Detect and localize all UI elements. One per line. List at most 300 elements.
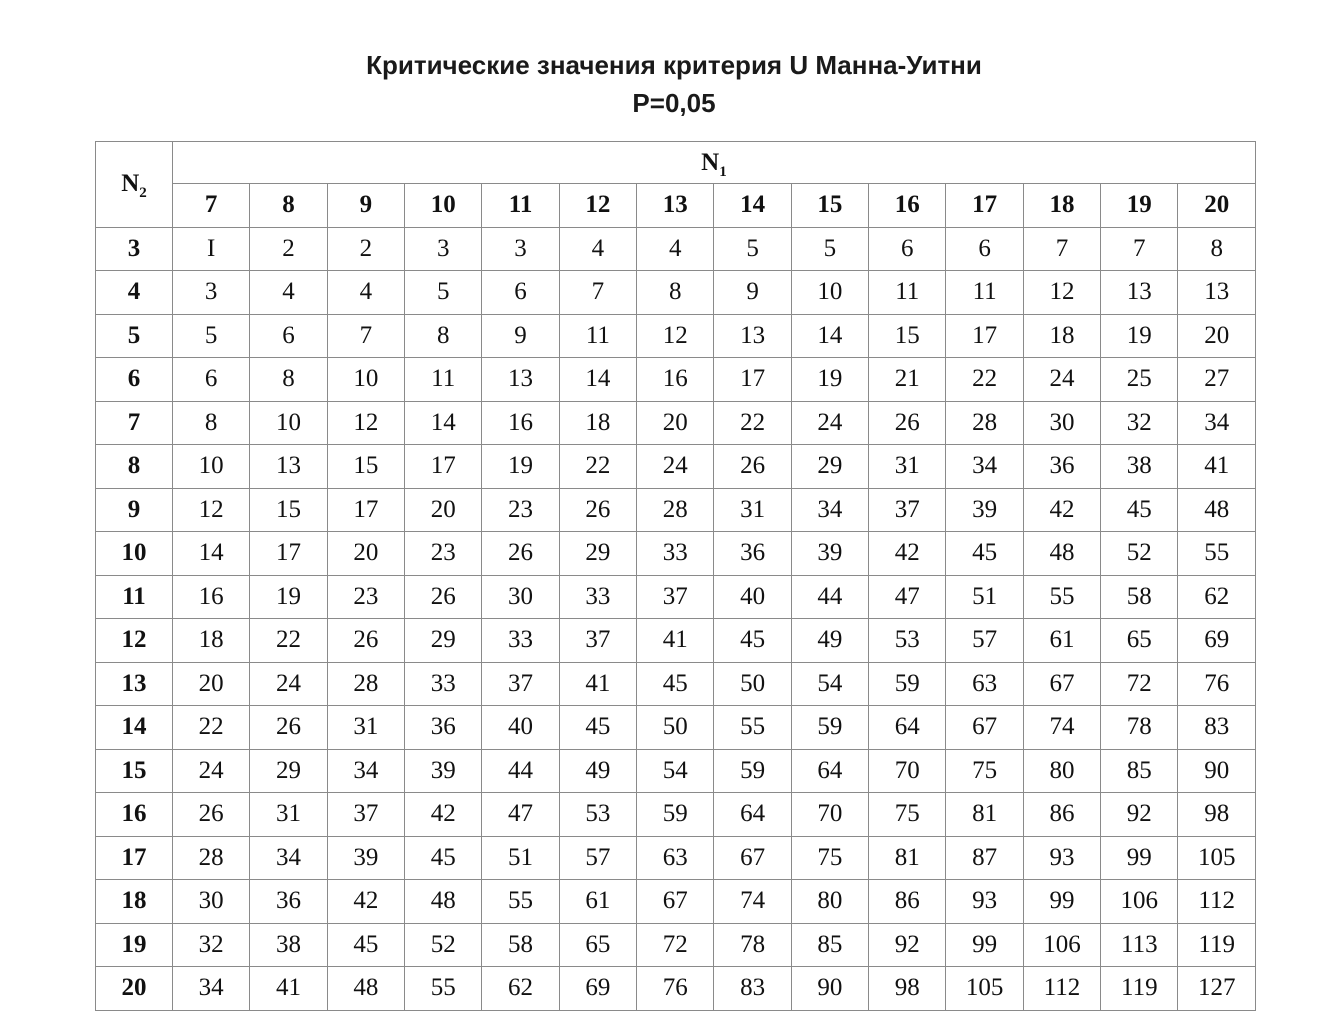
table-cell: 99 bbox=[1101, 836, 1178, 880]
table-cell: 83 bbox=[1178, 706, 1255, 750]
table-cell: 41 bbox=[637, 619, 714, 663]
table-cell: 63 bbox=[637, 836, 714, 880]
table-cell: 99 bbox=[1023, 880, 1100, 924]
table-cell: 23 bbox=[482, 488, 559, 532]
row-header-n2: 7 bbox=[96, 401, 173, 445]
table-cell: 42 bbox=[1023, 488, 1100, 532]
row-header-n2: 12 bbox=[96, 619, 173, 663]
column-header-n1-14: 14 bbox=[714, 184, 791, 228]
column-header-n1-19: 19 bbox=[1101, 184, 1178, 228]
table-cell: I bbox=[173, 227, 250, 271]
table-cell: 42 bbox=[405, 793, 482, 837]
page-subtitle: P=0,05 bbox=[632, 88, 716, 118]
table-cell: 64 bbox=[869, 706, 946, 750]
table-cell: 6 bbox=[250, 314, 327, 358]
row-header-n2: 3 bbox=[96, 227, 173, 271]
table-cell: 34 bbox=[791, 488, 868, 532]
table-cell: 25 bbox=[1101, 358, 1178, 402]
table-cell: 38 bbox=[1101, 445, 1178, 489]
table-cell: 4 bbox=[327, 271, 404, 315]
table-cell: 7 bbox=[327, 314, 404, 358]
table-cell: 31 bbox=[327, 706, 404, 750]
table-cell: 31 bbox=[869, 445, 946, 489]
table-cell: 30 bbox=[1023, 401, 1100, 445]
table-cell: 86 bbox=[869, 880, 946, 924]
table-cell: 19 bbox=[1101, 314, 1178, 358]
table-cell: 30 bbox=[173, 880, 250, 924]
table-cell: 45 bbox=[559, 706, 636, 750]
table-cell: 98 bbox=[869, 967, 946, 1011]
table-cell: 17 bbox=[250, 532, 327, 576]
table-body bbox=[96, 227, 1256, 1010]
table-cell: 14 bbox=[791, 314, 868, 358]
row-header-n2: 6 bbox=[96, 358, 173, 402]
table-cell: 55 bbox=[482, 880, 559, 924]
table-cell: 24 bbox=[637, 445, 714, 489]
table-row bbox=[96, 706, 1256, 750]
table-cell: 42 bbox=[869, 532, 946, 576]
table-cell: 8 bbox=[250, 358, 327, 402]
table-cell: 93 bbox=[946, 880, 1023, 924]
table-cell: 70 bbox=[791, 793, 868, 837]
table-cell: 22 bbox=[250, 619, 327, 663]
table-cell: 33 bbox=[559, 575, 636, 619]
table-cell: 8 bbox=[1178, 227, 1255, 271]
table-cell: 30 bbox=[482, 575, 559, 619]
table-cell: 23 bbox=[405, 532, 482, 576]
table-cell: 54 bbox=[637, 749, 714, 793]
table-cell: 33 bbox=[637, 532, 714, 576]
table-cell: 13 bbox=[714, 314, 791, 358]
table-cell: 6 bbox=[946, 227, 1023, 271]
table-cell: 10 bbox=[791, 271, 868, 315]
table-cell: 63 bbox=[946, 662, 1023, 706]
table-cell: 33 bbox=[482, 619, 559, 663]
table-cell: 65 bbox=[559, 923, 636, 967]
table-cell: 86 bbox=[1023, 793, 1100, 837]
table-cell: 21 bbox=[869, 358, 946, 402]
table-cell: 16 bbox=[173, 575, 250, 619]
column-header-n1-11: 11 bbox=[482, 184, 559, 228]
row-header-n2: 20 bbox=[96, 967, 173, 1011]
table-cell: 14 bbox=[405, 401, 482, 445]
table-cell: 69 bbox=[559, 967, 636, 1011]
table-cell: 67 bbox=[1023, 662, 1100, 706]
table-row bbox=[96, 532, 1256, 576]
table-row bbox=[96, 271, 1256, 315]
table-cell: 45 bbox=[1101, 488, 1178, 532]
table-cell: 53 bbox=[559, 793, 636, 837]
table-cell: 59 bbox=[869, 662, 946, 706]
table-cell: 16 bbox=[482, 401, 559, 445]
table-cell: 44 bbox=[791, 575, 868, 619]
table-row bbox=[96, 358, 1256, 402]
table-cell: 49 bbox=[791, 619, 868, 663]
table-cell: 7 bbox=[1101, 227, 1178, 271]
table-cell: 59 bbox=[791, 706, 868, 750]
table-cell: 20 bbox=[173, 662, 250, 706]
table-cell: 37 bbox=[559, 619, 636, 663]
table-cell: 49 bbox=[559, 749, 636, 793]
table-cell: 47 bbox=[482, 793, 559, 837]
table-cell: 8 bbox=[173, 401, 250, 445]
table-cell: 41 bbox=[250, 967, 327, 1011]
column-header-n1-18: 18 bbox=[1023, 184, 1100, 228]
table-cell: 19 bbox=[250, 575, 327, 619]
table-cell: 17 bbox=[714, 358, 791, 402]
table-cell: 3 bbox=[482, 227, 559, 271]
table-cell: 55 bbox=[1178, 532, 1255, 576]
table-cell: 36 bbox=[250, 880, 327, 924]
table-cell: 26 bbox=[559, 488, 636, 532]
column-header-n1-20: 20 bbox=[1178, 184, 1255, 228]
table-cell: 24 bbox=[173, 749, 250, 793]
table-cell: 119 bbox=[1101, 967, 1178, 1011]
column-header-n1-10: 10 bbox=[405, 184, 482, 228]
table-cell: 16 bbox=[637, 358, 714, 402]
table-cell: 12 bbox=[1023, 271, 1100, 315]
table-cell: 10 bbox=[327, 358, 404, 402]
table-row bbox=[96, 314, 1256, 358]
table-cell: 74 bbox=[714, 880, 791, 924]
table-cell: 98 bbox=[1178, 793, 1255, 837]
table-row bbox=[96, 836, 1256, 880]
page-title: Критические значения критерия U Манна-Уитни bbox=[366, 50, 982, 80]
table-cell: 39 bbox=[405, 749, 482, 793]
table-cell: 48 bbox=[327, 967, 404, 1011]
table-cell: 85 bbox=[1101, 749, 1178, 793]
table-cell: 10 bbox=[173, 445, 250, 489]
table-cell: 75 bbox=[946, 749, 1023, 793]
table-cell: 61 bbox=[559, 880, 636, 924]
table-cell: 76 bbox=[1178, 662, 1255, 706]
row-header-n2: 13 bbox=[96, 662, 173, 706]
table-cell: 72 bbox=[637, 923, 714, 967]
table-row bbox=[96, 967, 1256, 1011]
table-cell: 20 bbox=[1178, 314, 1255, 358]
column-header-n1-15: 15 bbox=[791, 184, 868, 228]
table-cell: 9 bbox=[482, 314, 559, 358]
table-cell: 127 bbox=[1178, 967, 1255, 1011]
table-cell: 18 bbox=[1023, 314, 1100, 358]
table-cell: 11 bbox=[559, 314, 636, 358]
table-cell: 55 bbox=[405, 967, 482, 1011]
table-cell: 90 bbox=[791, 967, 868, 1011]
table-cell: 45 bbox=[637, 662, 714, 706]
n1-subscript: 1 bbox=[719, 163, 727, 180]
table-cell: 7 bbox=[559, 271, 636, 315]
table-cell: 65 bbox=[1101, 619, 1178, 663]
row-header-n2: 14 bbox=[96, 706, 173, 750]
row-header-n2: 8 bbox=[96, 445, 173, 489]
table-cell: 37 bbox=[327, 793, 404, 837]
table-cell: 12 bbox=[173, 488, 250, 532]
table-cell: 32 bbox=[1101, 401, 1178, 445]
table-cell: 64 bbox=[714, 793, 791, 837]
table-row bbox=[96, 619, 1256, 663]
table-cell: 2 bbox=[250, 227, 327, 271]
row-header-n2: 11 bbox=[96, 575, 173, 619]
table-cell: 12 bbox=[637, 314, 714, 358]
table-cell: 70 bbox=[869, 749, 946, 793]
table-cell: 22 bbox=[714, 401, 791, 445]
row-header-n2: 16 bbox=[96, 793, 173, 837]
table-cell: 22 bbox=[173, 706, 250, 750]
table-cell: 26 bbox=[869, 401, 946, 445]
table-cell: 42 bbox=[327, 880, 404, 924]
table-cell: 105 bbox=[1178, 836, 1255, 880]
table-cell: 76 bbox=[637, 967, 714, 1011]
table-cell: 37 bbox=[637, 575, 714, 619]
table-cell: 34 bbox=[250, 836, 327, 880]
table-cell: 27 bbox=[1178, 358, 1255, 402]
table-cell: 26 bbox=[714, 445, 791, 489]
row-header-n2: 17 bbox=[96, 836, 173, 880]
table-cell: 18 bbox=[173, 619, 250, 663]
table-cell: 11 bbox=[405, 358, 482, 402]
table-cell: 67 bbox=[714, 836, 791, 880]
column-header-n1-17: 17 bbox=[946, 184, 1023, 228]
table-cell: 99 bbox=[946, 923, 1023, 967]
table-cell: 106 bbox=[1101, 880, 1178, 924]
table-cell: 39 bbox=[327, 836, 404, 880]
table-cell: 40 bbox=[714, 575, 791, 619]
table-cell: 13 bbox=[1178, 271, 1255, 315]
table-cell: 13 bbox=[250, 445, 327, 489]
table-cell: 2 bbox=[327, 227, 404, 271]
table-cell: 87 bbox=[946, 836, 1023, 880]
table-row bbox=[96, 227, 1256, 271]
table-cell: 5 bbox=[405, 271, 482, 315]
table-cell: 38 bbox=[250, 923, 327, 967]
table-cell: 7 bbox=[1023, 227, 1100, 271]
table-cell: 22 bbox=[559, 445, 636, 489]
table-row bbox=[96, 793, 1256, 837]
table-cell: 10 bbox=[250, 401, 327, 445]
table-cell: 81 bbox=[869, 836, 946, 880]
column-header-n1-12: 12 bbox=[559, 184, 636, 228]
table-cell: 45 bbox=[405, 836, 482, 880]
table-cell: 26 bbox=[173, 793, 250, 837]
table-cell: 112 bbox=[1023, 967, 1100, 1011]
n2-subscript: 2 bbox=[139, 185, 147, 202]
table-cell: 8 bbox=[637, 271, 714, 315]
table-cell: 29 bbox=[250, 749, 327, 793]
table-cell: 93 bbox=[1023, 836, 1100, 880]
table-cell: 31 bbox=[250, 793, 327, 837]
table-cell: 18 bbox=[559, 401, 636, 445]
table-cell: 50 bbox=[714, 662, 791, 706]
table-cell: 48 bbox=[1178, 488, 1255, 532]
table-cell: 22 bbox=[946, 358, 1023, 402]
table-cell: 90 bbox=[1178, 749, 1255, 793]
table-cell: 34 bbox=[173, 967, 250, 1011]
row-header-n2: 15 bbox=[96, 749, 173, 793]
table-cell: 26 bbox=[405, 575, 482, 619]
table-row bbox=[96, 488, 1256, 532]
table-cell: 6 bbox=[173, 358, 250, 402]
table-cell: 5 bbox=[791, 227, 868, 271]
table-cell: 26 bbox=[482, 532, 559, 576]
table-cell: 37 bbox=[869, 488, 946, 532]
row-header-n2: 19 bbox=[96, 923, 173, 967]
critical-values-table bbox=[95, 141, 1256, 1011]
table-cell: 6 bbox=[482, 271, 559, 315]
table-cell: 26 bbox=[250, 706, 327, 750]
table-cell: 13 bbox=[1101, 271, 1178, 315]
table-cell: 54 bbox=[791, 662, 868, 706]
table-cell: 4 bbox=[559, 227, 636, 271]
table-cell: 57 bbox=[946, 619, 1023, 663]
table-cell: 11 bbox=[946, 271, 1023, 315]
table-cell: 72 bbox=[1101, 662, 1178, 706]
table-cell: 80 bbox=[791, 880, 868, 924]
table-cell: 36 bbox=[714, 532, 791, 576]
n1-label: N bbox=[701, 148, 720, 176]
table-cell: 36 bbox=[405, 706, 482, 750]
table-cell: 52 bbox=[405, 923, 482, 967]
table-cell: 29 bbox=[559, 532, 636, 576]
row-header-n2: 9 bbox=[96, 488, 173, 532]
table-cell: 28 bbox=[327, 662, 404, 706]
table-cell: 23 bbox=[327, 575, 404, 619]
table-cell: 44 bbox=[482, 749, 559, 793]
table-cell: 48 bbox=[405, 880, 482, 924]
table-cell: 3 bbox=[405, 227, 482, 271]
table-cell: 17 bbox=[946, 314, 1023, 358]
table-cell: 29 bbox=[405, 619, 482, 663]
table-cell: 20 bbox=[405, 488, 482, 532]
table-cell: 34 bbox=[1178, 401, 1255, 445]
table-cell: 58 bbox=[1101, 575, 1178, 619]
table-cell: 85 bbox=[791, 923, 868, 967]
table-cell: 83 bbox=[714, 967, 791, 1011]
column-header-n1-9: 9 bbox=[327, 184, 404, 228]
table-cell: 32 bbox=[173, 923, 250, 967]
table-cell: 17 bbox=[327, 488, 404, 532]
table-cell: 5 bbox=[714, 227, 791, 271]
table-row bbox=[96, 749, 1256, 793]
table-cell: 5 bbox=[173, 314, 250, 358]
table-cell: 67 bbox=[637, 880, 714, 924]
table-cell: 11 bbox=[869, 271, 946, 315]
table-cell: 81 bbox=[946, 793, 1023, 837]
row-header-n2: 5 bbox=[96, 314, 173, 358]
table-cell: 75 bbox=[869, 793, 946, 837]
table-row bbox=[96, 445, 1256, 489]
table-cell: 45 bbox=[327, 923, 404, 967]
table-cell: 53 bbox=[869, 619, 946, 663]
table-cell: 19 bbox=[791, 358, 868, 402]
table-cell: 15 bbox=[327, 445, 404, 489]
column-header-n1-8: 8 bbox=[250, 184, 327, 228]
n2-header bbox=[96, 142, 173, 228]
row-header-n2: 4 bbox=[96, 271, 173, 315]
table-cell: 40 bbox=[482, 706, 559, 750]
table-cell: 39 bbox=[946, 488, 1023, 532]
table-cell: 59 bbox=[714, 749, 791, 793]
table-cell: 34 bbox=[327, 749, 404, 793]
table-cell: 26 bbox=[327, 619, 404, 663]
table-row bbox=[96, 662, 1256, 706]
table-cell: 55 bbox=[1023, 575, 1100, 619]
table-cell: 45 bbox=[946, 532, 1023, 576]
table-row bbox=[96, 401, 1256, 445]
table-cell: 57 bbox=[559, 836, 636, 880]
table-row bbox=[96, 880, 1256, 924]
table-cell: 12 bbox=[327, 401, 404, 445]
table-cell: 51 bbox=[482, 836, 559, 880]
table-cell: 67 bbox=[946, 706, 1023, 750]
table-cell: 14 bbox=[559, 358, 636, 402]
table-cell: 74 bbox=[1023, 706, 1100, 750]
table-cell: 61 bbox=[1023, 619, 1100, 663]
table-cell: 36 bbox=[1023, 445, 1100, 489]
table-cell: 28 bbox=[637, 488, 714, 532]
table-cell: 113 bbox=[1101, 923, 1178, 967]
table-cell: 51 bbox=[946, 575, 1023, 619]
table-cell: 78 bbox=[1101, 706, 1178, 750]
table-cell: 62 bbox=[1178, 575, 1255, 619]
table-cell: 112 bbox=[1178, 880, 1255, 924]
table-cell: 39 bbox=[791, 532, 868, 576]
table-cell: 9 bbox=[714, 271, 791, 315]
table-cell: 34 bbox=[946, 445, 1023, 489]
table-cell: 6 bbox=[869, 227, 946, 271]
table-cell: 19 bbox=[482, 445, 559, 489]
row-header-n2: 10 bbox=[96, 532, 173, 576]
n2-label: N bbox=[121, 170, 140, 198]
table-cell: 105 bbox=[946, 967, 1023, 1011]
table-cell: 48 bbox=[1023, 532, 1100, 576]
table-cell: 55 bbox=[714, 706, 791, 750]
table-cell: 17 bbox=[405, 445, 482, 489]
table-cell: 59 bbox=[637, 793, 714, 837]
table-cell: 13 bbox=[482, 358, 559, 402]
table-cell: 31 bbox=[714, 488, 791, 532]
table-cell: 4 bbox=[250, 271, 327, 315]
column-header-n1-13: 13 bbox=[637, 184, 714, 228]
table-cell: 33 bbox=[405, 662, 482, 706]
table-cell: 58 bbox=[482, 923, 559, 967]
column-header-row bbox=[96, 184, 1256, 228]
table-row bbox=[96, 923, 1256, 967]
table-cell: 28 bbox=[173, 836, 250, 880]
table-row bbox=[96, 575, 1256, 619]
table-cell: 3 bbox=[173, 271, 250, 315]
table-cell: 64 bbox=[791, 749, 868, 793]
table-cell: 24 bbox=[250, 662, 327, 706]
column-header-n1-7: 7 bbox=[173, 184, 250, 228]
table-cell: 8 bbox=[405, 314, 482, 358]
table-cell: 69 bbox=[1178, 619, 1255, 663]
table-cell: 45 bbox=[714, 619, 791, 663]
row-header-n2: 18 bbox=[96, 880, 173, 924]
table-cell: 28 bbox=[946, 401, 1023, 445]
table-cell: 62 bbox=[482, 967, 559, 1011]
table-cell: 29 bbox=[791, 445, 868, 489]
table-cell: 37 bbox=[482, 662, 559, 706]
table-cell: 24 bbox=[791, 401, 868, 445]
table-cell: 41 bbox=[1178, 445, 1255, 489]
table-cell: 4 bbox=[637, 227, 714, 271]
table-cell: 20 bbox=[637, 401, 714, 445]
table-cell: 47 bbox=[869, 575, 946, 619]
column-header-n1-16: 16 bbox=[869, 184, 946, 228]
table-cell: 75 bbox=[791, 836, 868, 880]
table-cell: 52 bbox=[1101, 532, 1178, 576]
table-cell: 92 bbox=[1101, 793, 1178, 837]
